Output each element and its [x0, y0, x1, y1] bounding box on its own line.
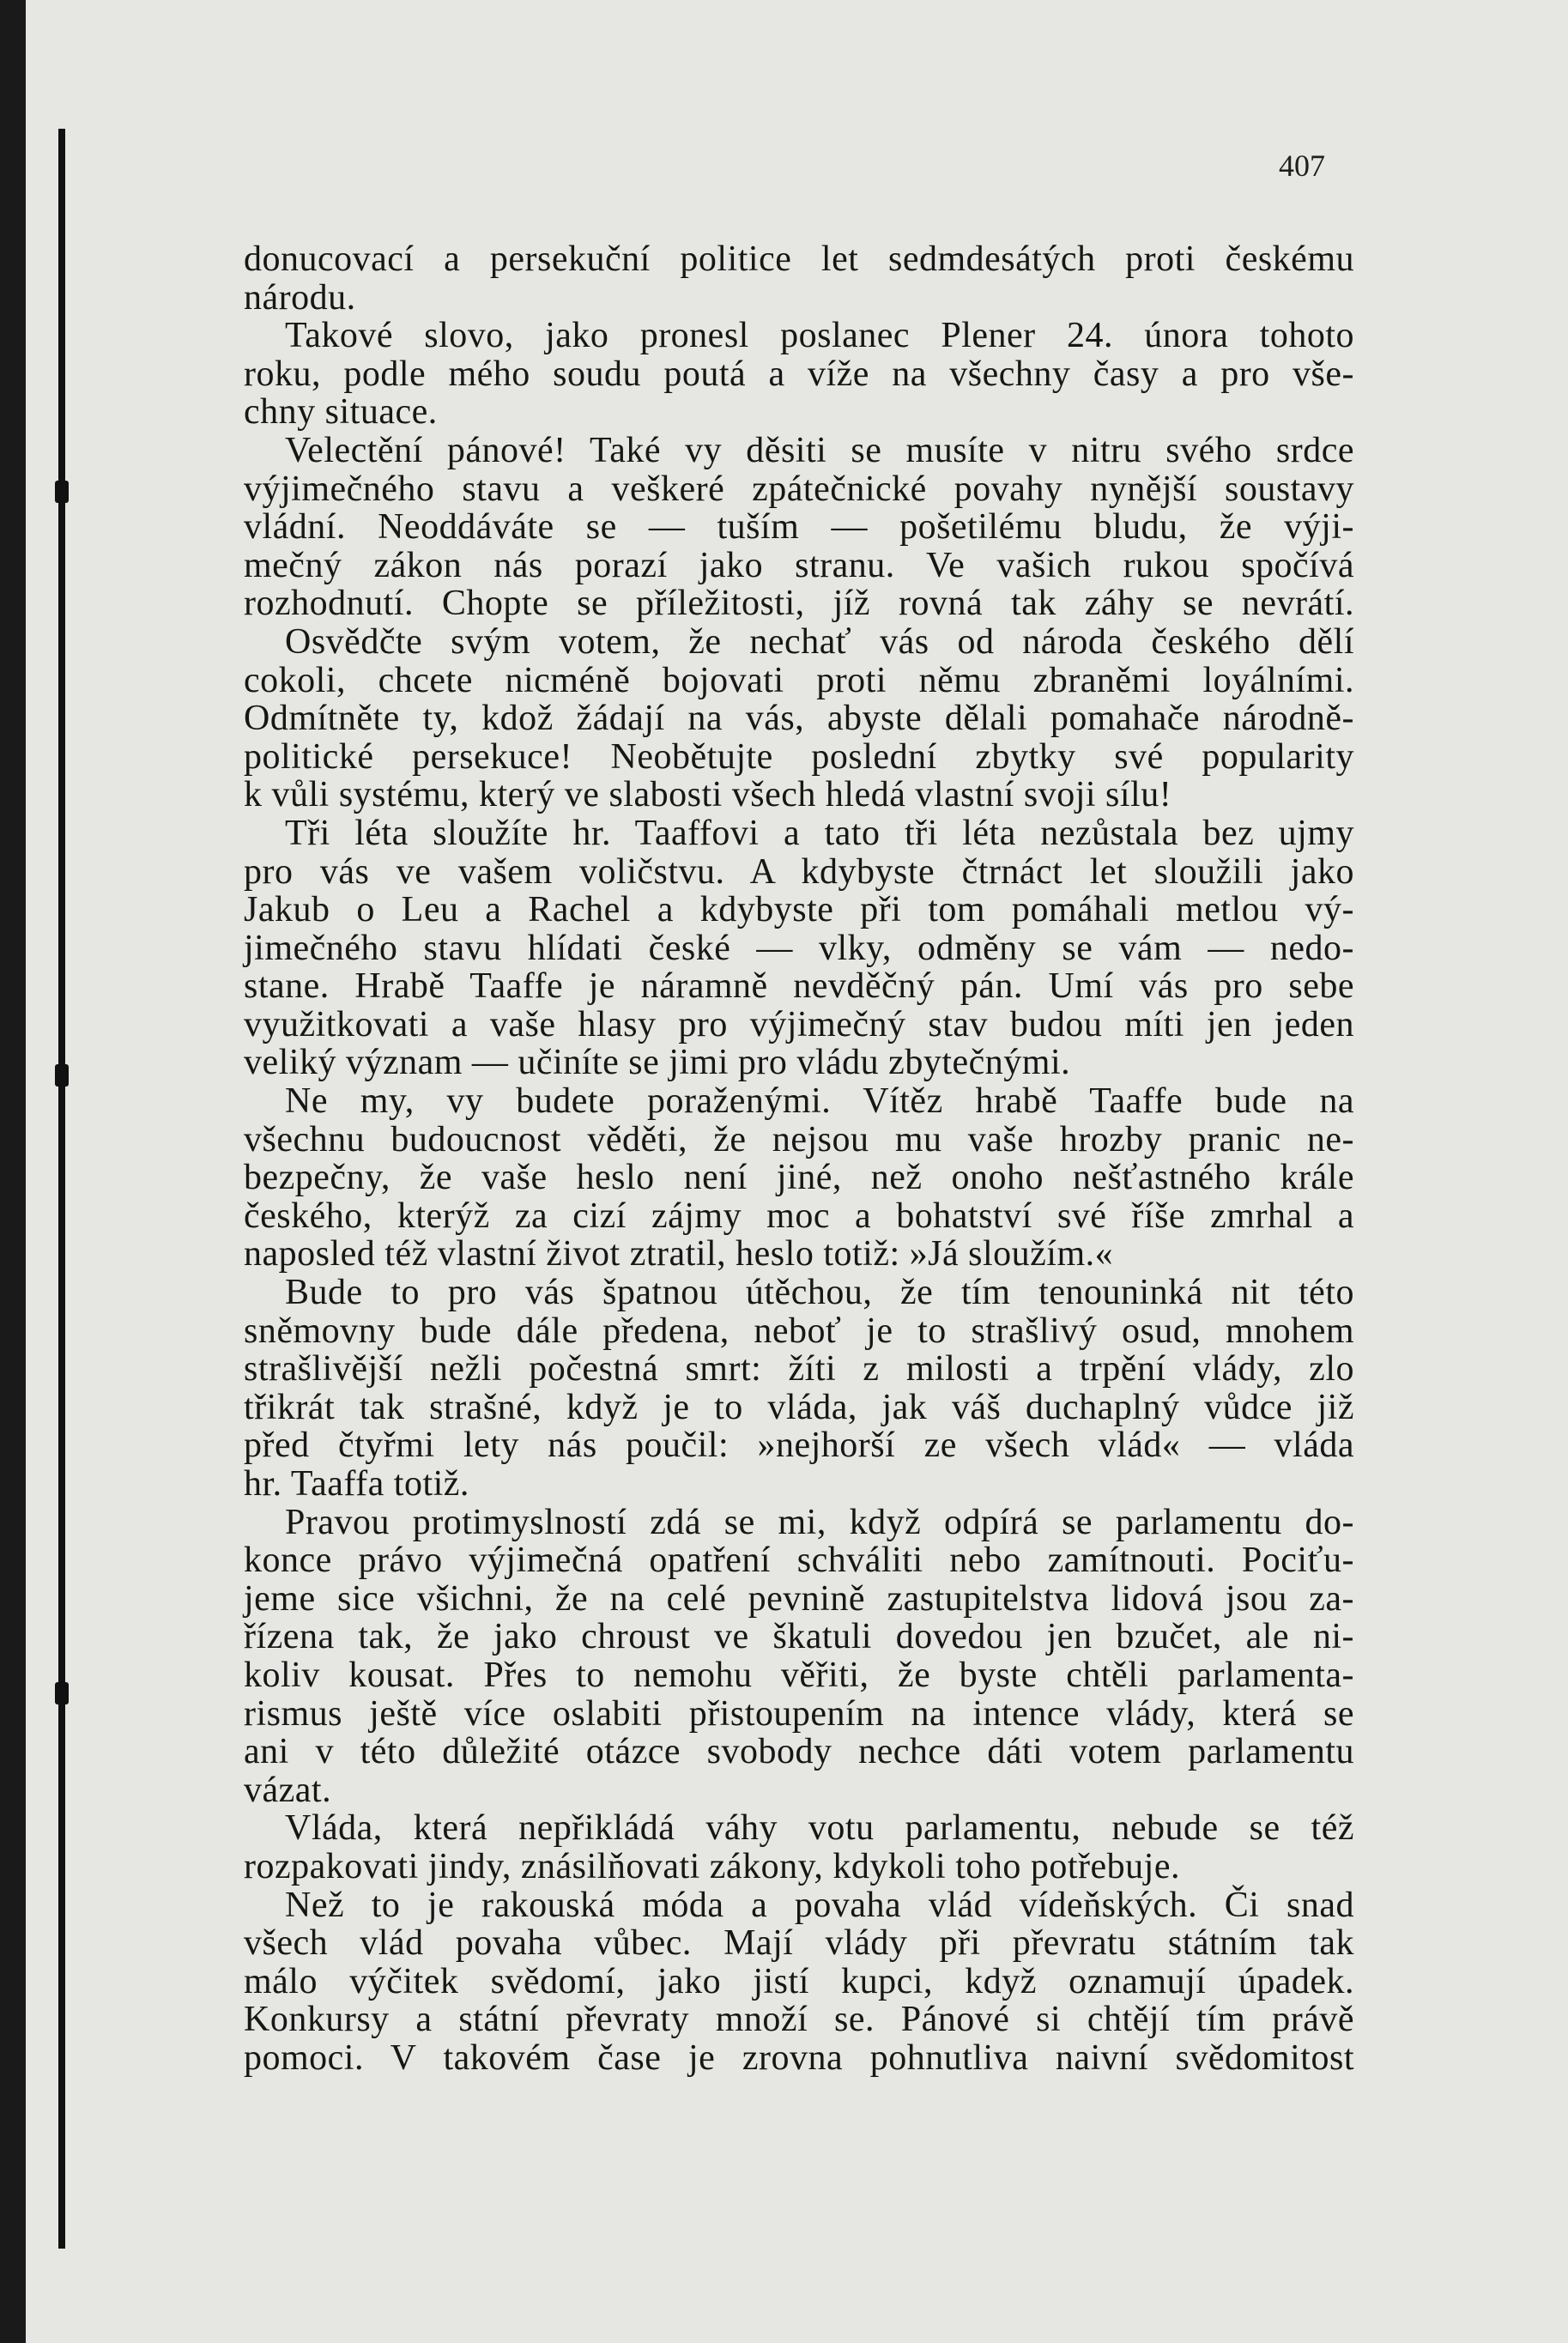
text-line: rismus ještě více oslabiti přistoupením na intence vlády, která se	[244, 1693, 1354, 1734]
text-line: řízena tak, že jako chroust ve škatuli dovedou jen bzučet, ale ni-	[244, 1617, 1354, 1657]
text-line: Odmítněte ty, kdož žádají na vás, abyste dělali pomahače národně-	[244, 699, 1354, 739]
text-line: výjimečného stavu a veškeré zpátečnické povahy nynější soustavy	[244, 469, 1354, 509]
text-line: Velectění pánové! Také vy děsiti se musíte v nitru svého srdce	[285, 430, 1354, 470]
text-line: Vláda, která nepřikládá váhy votu parlamentu, nebude se též	[285, 1808, 1354, 1849]
text-line: naposled též vlastní život ztratil, heslo totiž: »Já sloužím.«	[244, 1234, 1114, 1274]
text-line: bezpečny, že vaše heslo není jiné, než onoho nešťastného krále	[244, 1158, 1354, 1198]
book-page	[26, 0, 1568, 2343]
text-line: Bude to pro vás špatnou útěchou, že tím tenouninká nit této	[285, 1273, 1354, 1313]
text-line: roku, podle mého soudu poutá a víže na všechny časy a pro vše-	[244, 354, 1354, 394]
text-line: strašlivější nežli počestná smrt: žíti z milosti a trpění vlády, zlo	[244, 1349, 1354, 1389]
page-spine-edge	[58, 129, 65, 2249]
text-line: vládní. Neoddáváte se — tuším — pošetilému bludu, že výji-	[244, 507, 1354, 548]
text-line: Tři léta sloužíte hr. Taaffovi a tato tři léta nezůstala bez ujmy	[285, 813, 1354, 853]
text-line: sněmovny bude dále předena, neboť je to strašlivý osud, mnohem	[244, 1311, 1354, 1351]
text-line: Než to je rakouská móda a povaha vlád vídeňských. Či snad	[285, 1885, 1354, 1925]
text-line: Takové slovo, jako pronesl poslanec Plener 24. února tohoto	[285, 316, 1354, 356]
text-line: Konkursy a státní převraty množí se. Pánové si chtějí tím právě	[244, 2000, 1354, 2040]
text-line: konce právo výjimečná opatření schváliti nebo zamítnouti. Pociťu-	[244, 1541, 1354, 1581]
spine-mark	[55, 1682, 69, 1704]
text-line: před čtyřmi lety nás poučil: »nejhorší ze všech vlád« — vláda	[244, 1426, 1354, 1466]
text-line: pomoci. V takovém čase je zrovna pohnutliva naivní svědomitost	[244, 2037, 1354, 2078]
text-line: jimečného stavu hlídati české — vlky, odměny se vám — nedo-	[244, 928, 1354, 968]
text-line: národu.	[244, 277, 356, 318]
spine-mark	[55, 1064, 69, 1087]
text-line: Ne my, vy budete poraženými. Vítěz hrabě Taaffe bude na	[285, 1081, 1354, 1122]
text-line: mečný zákon nás porazí jako stranu. Ve vašich rukou spočívá	[244, 545, 1354, 585]
text-line: chny situace.	[244, 392, 438, 433]
text-line: všech vlád povaha vůbec. Mají vlády při převratu státním tak	[244, 1923, 1354, 1964]
body-text	[244, 240, 1354, 2078]
text-line: veliký význam — učiníte se jimi pro vládu zbytečnými.	[244, 1043, 1071, 1083]
text-line: třikrát tak strašné, když je to vláda, jak váš duchaplný vůdce již	[244, 1387, 1354, 1427]
text-line: hr. Taaffa totiž.	[244, 1464, 469, 1504]
text-line: málo výčitek svědomí, jako jistí kupci, když oznamují úpadek.	[244, 1961, 1354, 2001]
text-line: rozhodnutí. Chopte se příležitosti, jíž rovná tak záhy se nevrátí.	[244, 584, 1354, 624]
page-number: 407	[1279, 148, 1325, 183]
text-line: koliv kousat. Přes to nemohu věřiti, že byste chtěli parlamenta-	[244, 1655, 1354, 1695]
text-line: cokoli, chcete nicméně bojovati proti němu zbraněmi loyálními.	[244, 660, 1354, 700]
text-line: Pravou protimyslností zdá se mi, když odpírá se parlamentu do-	[285, 1502, 1354, 1542]
text-line: jeme sice všichni, že na celé pevnině zastupitelstva lidová jsou za-	[244, 1578, 1354, 1619]
text-line: stane. Hrabě Taaffe je náramně nevděčný pán. Umí vás pro sebe	[244, 966, 1354, 1007]
text-line: využitkovati a vaše hlasy pro výjimečný stav budou míti jen jeden	[244, 1004, 1354, 1044]
text-line: pro vás ve vašem voličstvu. A kdybyste čtrnáct let sloužili jako	[244, 851, 1354, 892]
text-line: donucovací a persekuční politice let sedmdesátých proti českému	[244, 239, 1354, 279]
spine-mark	[55, 481, 69, 503]
text-line: Osvědčte svým votem, že nechať vás od národa českého dělí	[285, 621, 1354, 662]
text-line: politické persekuce! Neobětujte poslední zbytky své popularity	[244, 736, 1354, 777]
text-line: vázat.	[244, 1770, 332, 1810]
text-line: k vůli systému, který ve slabosti všech hledá vlastní svoji sílu!	[244, 775, 1172, 815]
text-line: ani v této důležité otázce svobody nechce dáti votem parlamentu	[244, 1732, 1354, 1772]
text-line: českého, kterýž za cizí zájmy moc a bohatství své říše zmrhal a	[244, 1196, 1354, 1236]
text-line: rozpakovati jindy, znásilňovati zákony, kdykoli toho potřebuje.	[244, 1846, 1180, 1886]
text-line: všechnu budoucnost věděti, že nejsou mu vaše hrozby pranic ne-	[244, 1119, 1354, 1159]
text-line: Jakub o Leu a Rachel a kdybyste při tom pomáhali metlou vý-	[244, 890, 1354, 930]
